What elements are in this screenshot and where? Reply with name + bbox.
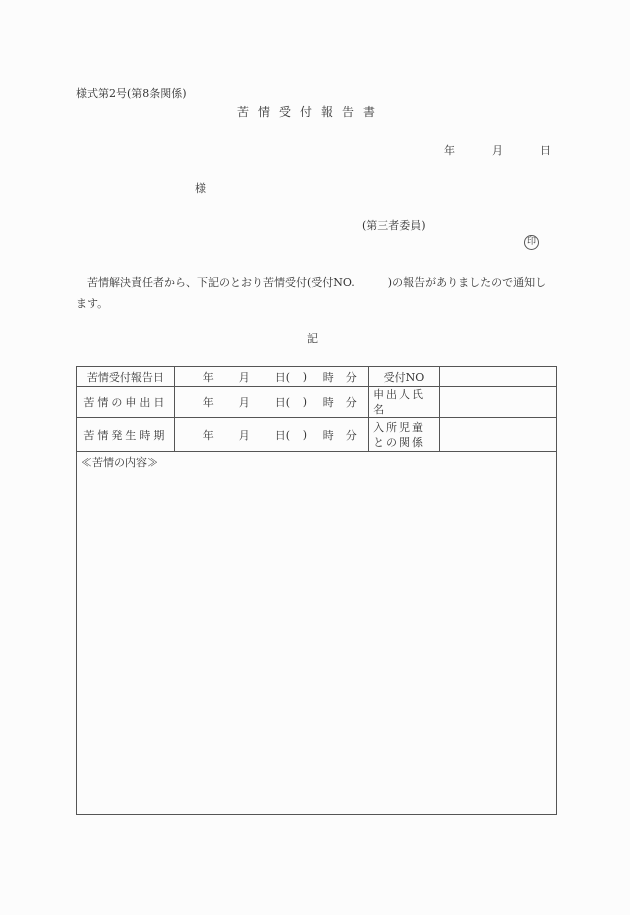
- relationship-field[interactable]: [439, 418, 556, 452]
- table-row-filing-date: [77, 387, 557, 418]
- table-row-content: [77, 452, 557, 815]
- datetime-field[interactable]: 年 月 日( ) 時 分: [174, 387, 368, 418]
- field-label: 入所児童との関係: [369, 418, 440, 452]
- form-number: 様式第2号(第8条関係): [76, 87, 187, 100]
- reception-no-field[interactable]: [439, 367, 556, 387]
- date-year-label: 年: [444, 144, 455, 157]
- table-row-occurrence-period: [77, 418, 557, 452]
- row-label: 苦情受付報告日: [77, 367, 175, 387]
- field-label: 受付NO: [369, 367, 440, 387]
- row-label: 苦情発生時期: [77, 418, 175, 452]
- sender-role: (第三者委員): [362, 219, 426, 232]
- row-label: 苦情の申出日: [77, 387, 175, 418]
- datetime-field[interactable]: 年 月 日( ) 時 分: [174, 367, 368, 387]
- date-month-label: 月: [492, 144, 503, 157]
- complaint-content-area[interactable]: [77, 452, 557, 815]
- seal-icon: 印: [524, 235, 539, 250]
- applicant-name-field[interactable]: [439, 387, 556, 418]
- datetime-field[interactable]: 年 月 日( ) 時 分: [174, 418, 368, 452]
- recipient-suffix: 様: [195, 182, 206, 195]
- table-row-report-date: [77, 367, 557, 387]
- date-day-label: 日: [540, 144, 551, 157]
- document-title: 苦情受付報告書: [237, 105, 385, 119]
- field-label: 申出人氏名: [369, 387, 440, 418]
- complaint-form-table: [76, 366, 557, 815]
- notice-text: 苦情解決責任者から、下記のとおり苦情受付(受付NO. )の報告がありましたので通知します。: [76, 276, 547, 310]
- ki-heading: 記: [307, 332, 318, 345]
- content-label: ≪苦情の内容≫: [81, 456, 158, 469]
